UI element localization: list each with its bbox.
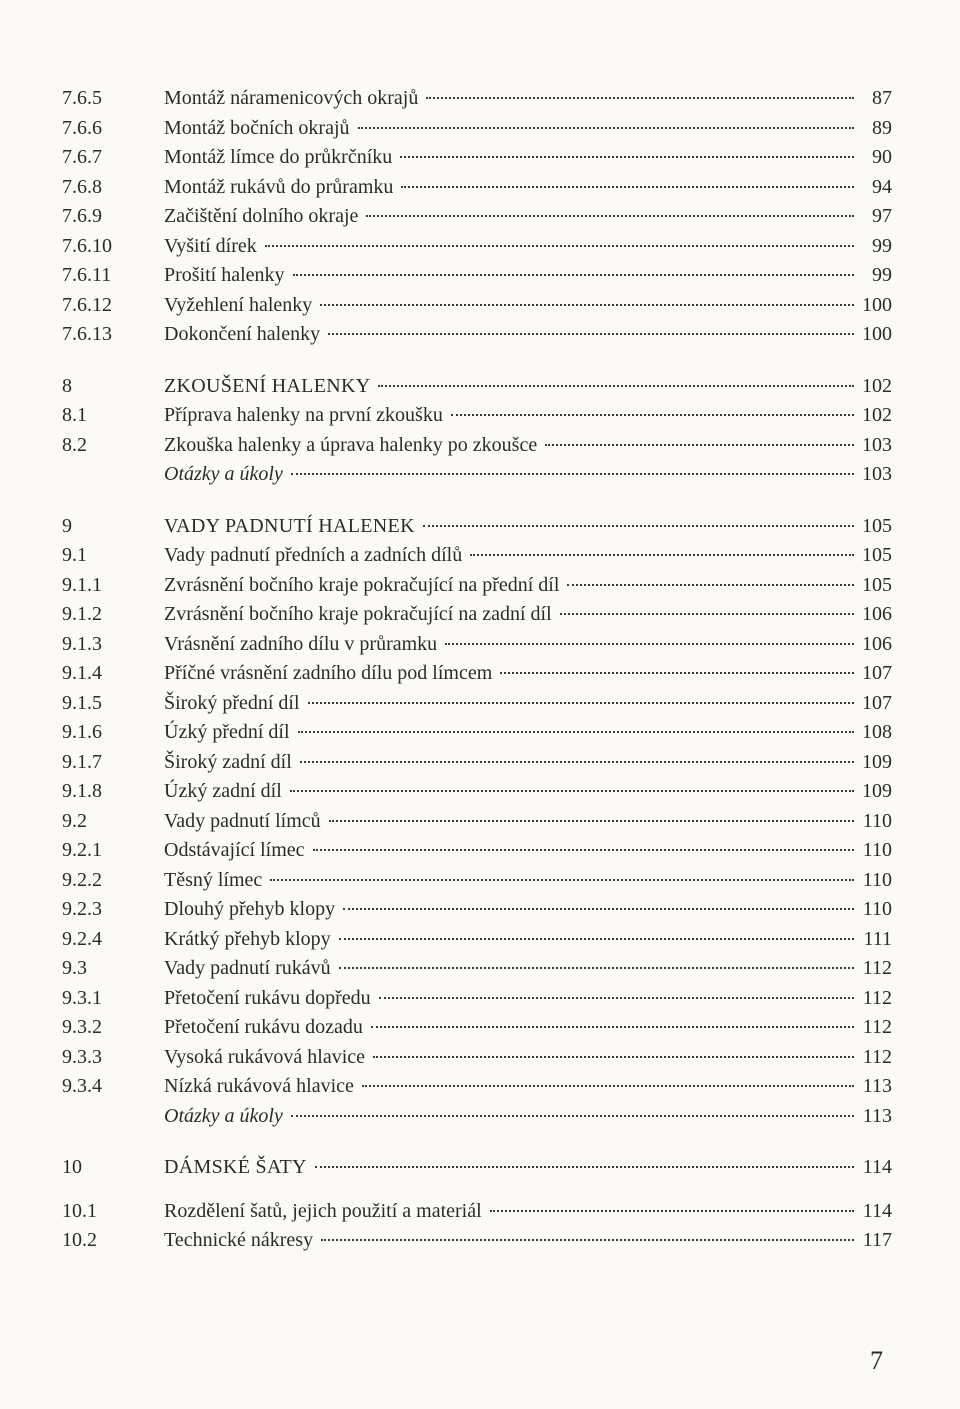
toc-entry-number: 9.1.6 — [62, 721, 102, 743]
toc-entry-number: 9.3.3 — [62, 1045, 102, 1068]
dot-leader — [451, 414, 854, 416]
dot-leader — [300, 761, 854, 763]
dot-leader — [343, 908, 854, 910]
toc-chapter-heading — [62, 512, 892, 542]
toc-entry-page: 94 — [872, 175, 892, 198]
toc-entry-title: Dlouhý přehyb klopy — [164, 898, 336, 920]
toc-entry-number: 9.3.1 — [62, 986, 102, 1009]
dot-leader — [293, 274, 854, 276]
toc-entry-title: Prošití halenky — [164, 264, 285, 286]
toc-entry-page: 106 — [862, 632, 892, 655]
toc-entry — [62, 777, 892, 807]
table-of-contents — [62, 84, 892, 1256]
toc-entry-number: 8 — [62, 374, 72, 397]
toc-entry-title: Vyžehlení halenky — [164, 293, 313, 316]
toc-entry-title: Zvrásnění bočního kraje pokračující na zadní díl — [164, 603, 552, 625]
toc-entry-questions — [62, 1102, 892, 1132]
toc-entry-title: Vady padnutí límců — [164, 809, 321, 832]
toc-entry-page: 100 — [862, 293, 892, 316]
toc-entry-page: 102 — [862, 404, 892, 426]
toc-entry — [62, 954, 892, 984]
toc-entry-number: 7.6.7 — [62, 146, 102, 168]
dot-leader — [445, 643, 854, 645]
toc-entry — [62, 836, 892, 866]
toc-entry — [62, 1072, 892, 1102]
toc-chapter-heading — [62, 372, 892, 402]
toc-entry-title: VADY PADNUTÍ HALENEK — [164, 514, 415, 537]
toc-entry — [62, 807, 892, 837]
dot-leader — [328, 333, 854, 335]
toc-entry-title: ZKOUŠENÍ HALENKY — [164, 374, 371, 397]
toc-entry-page: 109 — [862, 780, 892, 802]
dot-leader — [265, 245, 854, 247]
toc-entry-page: 110 — [862, 809, 892, 832]
toc-entry-title: Úzký přední díl — [164, 721, 290, 743]
toc-entry-page: 106 — [862, 603, 892, 625]
dot-leader — [500, 672, 854, 674]
toc-entry-number: 10.2 — [62, 1229, 97, 1251]
dot-leader — [371, 1026, 854, 1028]
toc-entry-page: 105 — [862, 544, 892, 566]
toc-entry-title: Přetočení rukávu dozadu — [164, 1016, 363, 1038]
toc-entry — [62, 984, 892, 1014]
toc-entry-title: Příčné vrásnění zadního dílu pod límcem — [164, 662, 493, 684]
toc-entry — [62, 320, 892, 350]
toc-entry-page: 110 — [862, 868, 892, 891]
toc-entry-number: 9 — [62, 514, 72, 537]
toc-entry-page: 110 — [862, 898, 892, 920]
toc-entry-page: 103 — [862, 433, 892, 456]
toc-entry-number: 10.1 — [62, 1199, 97, 1222]
toc-entry — [62, 1043, 892, 1073]
toc-entry-number: 7.6.11 — [62, 264, 112, 286]
dot-leader — [308, 702, 854, 704]
toc-entry — [62, 1226, 892, 1256]
toc-entry-number: 9.3.2 — [62, 1016, 102, 1038]
toc-entry-page: 112 — [862, 986, 892, 1009]
dot-leader — [291, 1115, 854, 1117]
toc-entry-title: Montáž bočních okrajů — [164, 116, 350, 139]
dot-leader — [362, 1085, 854, 1087]
dot-leader — [313, 849, 854, 851]
dot-leader — [290, 790, 854, 792]
toc-entry-title: DÁMSKÉ ŠATY — [164, 1156, 307, 1178]
toc-entry-page: 113 — [862, 1104, 892, 1127]
toc-entry-number: 8.1 — [62, 404, 87, 426]
toc-entry — [62, 541, 892, 571]
toc-entry-number: 9.3.4 — [62, 1075, 102, 1097]
toc-entry-number: 9.1 — [62, 544, 87, 566]
toc-entry-number: 9.2 — [62, 809, 87, 832]
toc-entry-page: 99 — [872, 234, 892, 257]
toc-entry-page: 99 — [872, 264, 892, 286]
toc-entry-page: 117 — [862, 1229, 892, 1251]
toc-entry — [62, 571, 892, 601]
toc-entry-title: Vysoká rukávová hlavice — [164, 1045, 366, 1068]
dot-leader — [567, 584, 854, 586]
toc-entry-number: 9.3 — [62, 957, 87, 979]
toc-entry-number: 9.1.2 — [62, 603, 102, 625]
toc-entry-number: 7.6.13 — [62, 323, 112, 345]
dot-leader — [560, 613, 854, 615]
toc-entry-number: 9.1.3 — [62, 632, 102, 655]
toc-entry-number: 9.1.7 — [62, 750, 102, 773]
toc-entry — [62, 401, 892, 431]
toc-entry-title: Úzký zadní díl — [164, 780, 282, 802]
toc-entry — [62, 689, 892, 719]
toc-entry — [62, 143, 892, 173]
toc-entry-page: 114 — [862, 1199, 892, 1222]
toc-entry-title: Dokončení halenky — [164, 323, 321, 345]
toc-entry-page: 112 — [862, 957, 892, 979]
toc-entry — [62, 718, 892, 748]
dot-leader — [378, 385, 854, 387]
toc-entry — [62, 659, 892, 689]
dot-leader — [320, 304, 854, 306]
toc-entry-number: 9.2.2 — [62, 868, 102, 891]
toc-entry — [62, 84, 892, 114]
toc-entry-title: Přetočení rukávu dopředu — [164, 986, 371, 1009]
toc-entry-title: Příprava halenky na první zkoušku — [164, 404, 443, 426]
toc-entry-title: Otázky a úkoly — [164, 463, 283, 485]
toc-entry-number: 10 — [62, 1156, 82, 1178]
dot-leader — [400, 156, 854, 158]
toc-entry-number: 7.6.6 — [62, 116, 102, 139]
toc-entry-page: 107 — [862, 662, 892, 684]
toc-entry — [62, 925, 892, 955]
toc-entry-title: Vrásnění zadního dílu v průramku — [164, 632, 438, 655]
toc-entry — [62, 202, 892, 232]
page-number: 7 — [870, 1346, 883, 1375]
toc-entry-page: 102 — [862, 374, 892, 397]
toc-entry-page: 105 — [862, 514, 892, 537]
dot-leader — [401, 186, 854, 188]
toc-entry-page: 113 — [862, 1075, 892, 1097]
toc-entry-title: Rozdělení šatů, jejich použití a materiál — [164, 1199, 482, 1222]
toc-entry-title: Zkouška halenky a úprava halenky po zkoušce — [164, 433, 538, 456]
toc-entry-number: 9.1.5 — [62, 691, 102, 714]
toc-entry-page: 112 — [862, 1016, 892, 1038]
toc-entry-title: Krátký přehyb klopy — [164, 927, 331, 950]
toc-entry-title: Široký zadní díl — [164, 750, 292, 773]
toc-entry-title: Vady padnutí rukávů — [164, 957, 331, 979]
toc-entry — [62, 261, 892, 291]
toc-entry-number: 9.2.3 — [62, 898, 102, 920]
toc-entry-title: Nízká rukávová hlavice — [164, 1075, 354, 1097]
toc-entry-title: Montáž límce do průkrčníku — [164, 146, 393, 168]
dot-leader — [373, 1056, 854, 1058]
dot-leader — [291, 473, 854, 475]
toc-entry-number: 9.1.1 — [62, 573, 102, 596]
toc-entry-number: 9.1.4 — [62, 662, 102, 684]
toc-entry-page: 110 — [862, 839, 892, 861]
toc-entry-page: 107 — [862, 691, 892, 714]
toc-entry — [62, 895, 892, 925]
toc-entry-page: 89 — [872, 116, 892, 139]
toc-chapter-heading — [62, 1153, 892, 1183]
toc-entry-number: 8.2 — [62, 433, 87, 456]
toc-entry-title: Vady padnutí předních a zadních dílů — [164, 544, 463, 566]
dot-leader — [270, 879, 854, 881]
toc-entry-title: Zvrásnění bočního kraje pokračující na přední díl — [164, 573, 560, 596]
dot-leader — [470, 554, 854, 556]
toc-entry-page: 87 — [872, 87, 892, 109]
dot-leader — [339, 967, 854, 969]
toc-entry-title: Montáž rukávů do průramku — [164, 175, 394, 198]
toc-entry-number: 7.6.5 — [62, 87, 102, 109]
toc-entry — [62, 291, 892, 321]
dot-leader — [426, 97, 854, 99]
dot-leader — [366, 215, 854, 217]
toc-entry-questions — [62, 460, 892, 490]
toc-entry — [62, 1197, 892, 1227]
toc-entry-title: Montáž náramenicových okrajů — [164, 87, 419, 109]
toc-entry — [62, 232, 892, 262]
toc-entry-number: 7.6.8 — [62, 175, 102, 198]
dot-leader — [358, 127, 855, 129]
toc-entry — [62, 114, 892, 144]
toc-entry-page: 105 — [862, 573, 892, 596]
toc-entry — [62, 866, 892, 896]
dot-leader — [545, 444, 854, 446]
toc-entry-number: 9.2.1 — [62, 839, 102, 861]
dot-leader — [315, 1166, 854, 1168]
toc-entry-title: Široký přední díl — [164, 691, 300, 714]
toc-entry-number: 9.1.8 — [62, 780, 102, 802]
toc-entry — [62, 1013, 892, 1043]
dot-leader — [329, 820, 854, 822]
dot-leader — [379, 997, 854, 999]
toc-entry-page: 90 — [872, 146, 892, 168]
dot-leader — [490, 1210, 854, 1212]
toc-entry — [62, 173, 892, 203]
toc-entry-page: 112 — [862, 1045, 892, 1068]
toc-entry-page: 109 — [862, 750, 892, 773]
toc-entry-title: Technické nákresy — [164, 1229, 314, 1251]
toc-entry-page: 108 — [862, 721, 892, 743]
toc-entry-page: 100 — [862, 323, 892, 345]
toc-entry-number: 7.6.12 — [62, 293, 112, 316]
toc-entry-title: Začištění dolního okraje — [164, 205, 359, 227]
dot-leader — [298, 731, 854, 733]
toc-entry — [62, 630, 892, 660]
toc-entry-page: 97 — [872, 205, 892, 227]
toc-entry-title: Těsný límec — [164, 868, 263, 891]
toc-entry-title: Otázky a úkoly — [164, 1104, 283, 1127]
toc-entry-title: Odstávající límec — [164, 839, 305, 861]
toc-entry-number: 9.2.4 — [62, 927, 102, 950]
dot-leader — [423, 525, 854, 527]
dot-leader — [321, 1239, 854, 1241]
toc-entry-page: 114 — [862, 1156, 892, 1178]
toc-entry-page: 111 — [863, 927, 892, 950]
toc-entry — [62, 600, 892, 630]
toc-entry — [62, 431, 892, 461]
toc-entry-number: 7.6.10 — [62, 234, 112, 257]
dot-leader — [339, 938, 854, 940]
toc-entry-title: Vyšití dírek — [164, 234, 257, 257]
toc-entry-number: 7.6.9 — [62, 205, 102, 227]
toc-entry — [62, 748, 892, 778]
toc-entry-page: 103 — [862, 463, 892, 485]
